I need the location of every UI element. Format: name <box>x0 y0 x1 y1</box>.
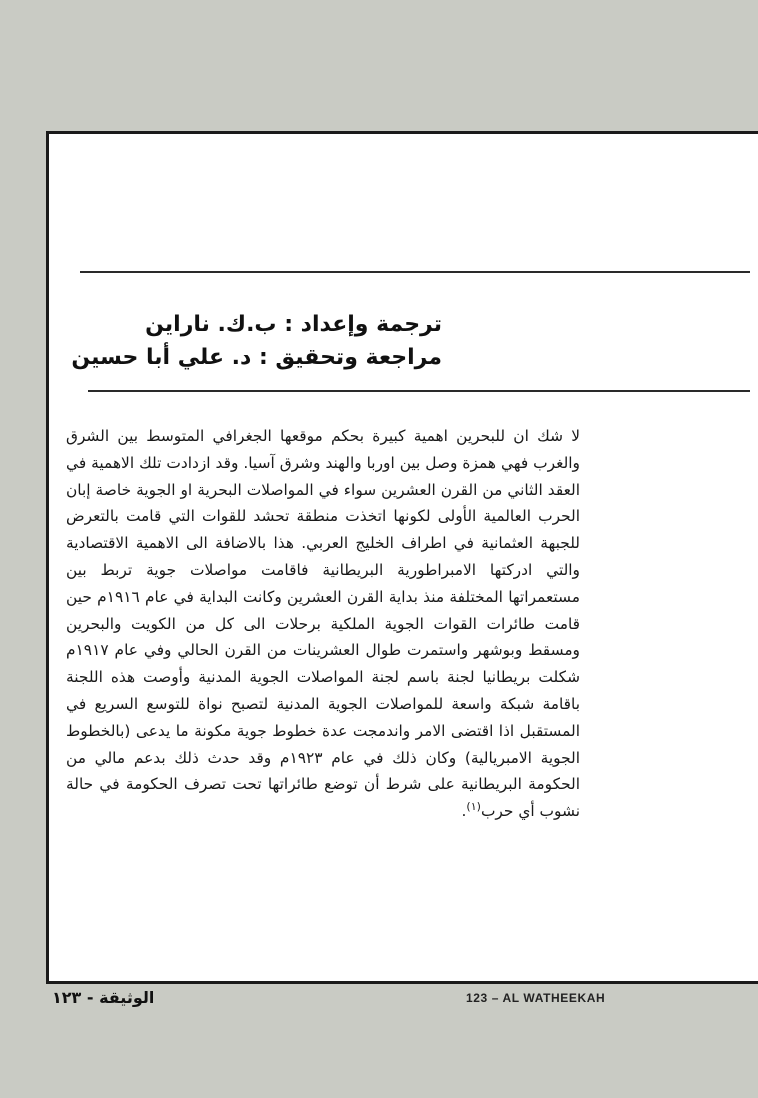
footnote-reference[interactable]: (١) <box>466 800 481 814</box>
article-body <box>66 423 580 825</box>
footer-arabic-page-label: الوثيقة - ١٢٣ <box>52 988 155 1007</box>
top-divider <box>80 271 750 273</box>
review-credit: مراجعة وتحقيق : د. علي أبا حسين <box>71 345 442 370</box>
article-credits <box>71 308 442 374</box>
translation-credit: ترجمة وإعداد : ب.ك. ناراين <box>145 312 442 337</box>
article-end-mark: . <box>461 802 467 821</box>
credits-divider <box>88 390 750 392</box>
footer-english-page-label: 123 – AL WATHEEKAH <box>466 991 606 1005</box>
article-text: لا شك ان للبحرين اهمية كبيرة بحكم موقعها الجغرافي المتوسط بين الشرق والغرب فهي همزة وصل بين اوربا والهند وشرق آسيا. وقد ازدادت تلك الاهمية في العقد الثاني من القرن العشرين سواء في المواصلات البحرية او الجوية خاصة إبان الحرب العالمية الأولى لكونها اتخذت منطقة تحشد للقوات التي قامت بالتعرض للجبهة العثمانية في اطراف الخليج العربي. هذا بالاضافة الى الاهمية الاقتصادية والتي ادركتها الامبراطورية البريطانية فاقامت مواصلات جوية تربط بين مستعمراتها المختلفة منذ بداية القرن العشرين وكانت البداية في عام ١٩١٦م حين قامت طائرات القوات الجوية الملكية برحلات الى كل من الكويت والبحرين ومسقط وبوشهر واستمرت طوال العشرينات من القرن الحالي وفي عام ١٩١٧م شكلت بريطانيا لجنة باسم لجنة المواصلات الجوية المدنية وأوصت هذه اللجنة باقامة شبكة واسعة للمواصلات الجوية المدنية لتصبح نواة للتوسع السريع في المستقبل اذا اقتضى الامر واندمجت عدة خطوط جوية مكونة ما يدعى (بالخطوط الجوية الامبريالية) وكان ذلك في عام ١٩٢٣م وقد حدث ذلك بدعم مالي من الحكومة البريطانية على شرط أن توضع طائراتها تحت تصرف الحكومة في حالة نشوب أي حرب <box>66 427 580 821</box>
